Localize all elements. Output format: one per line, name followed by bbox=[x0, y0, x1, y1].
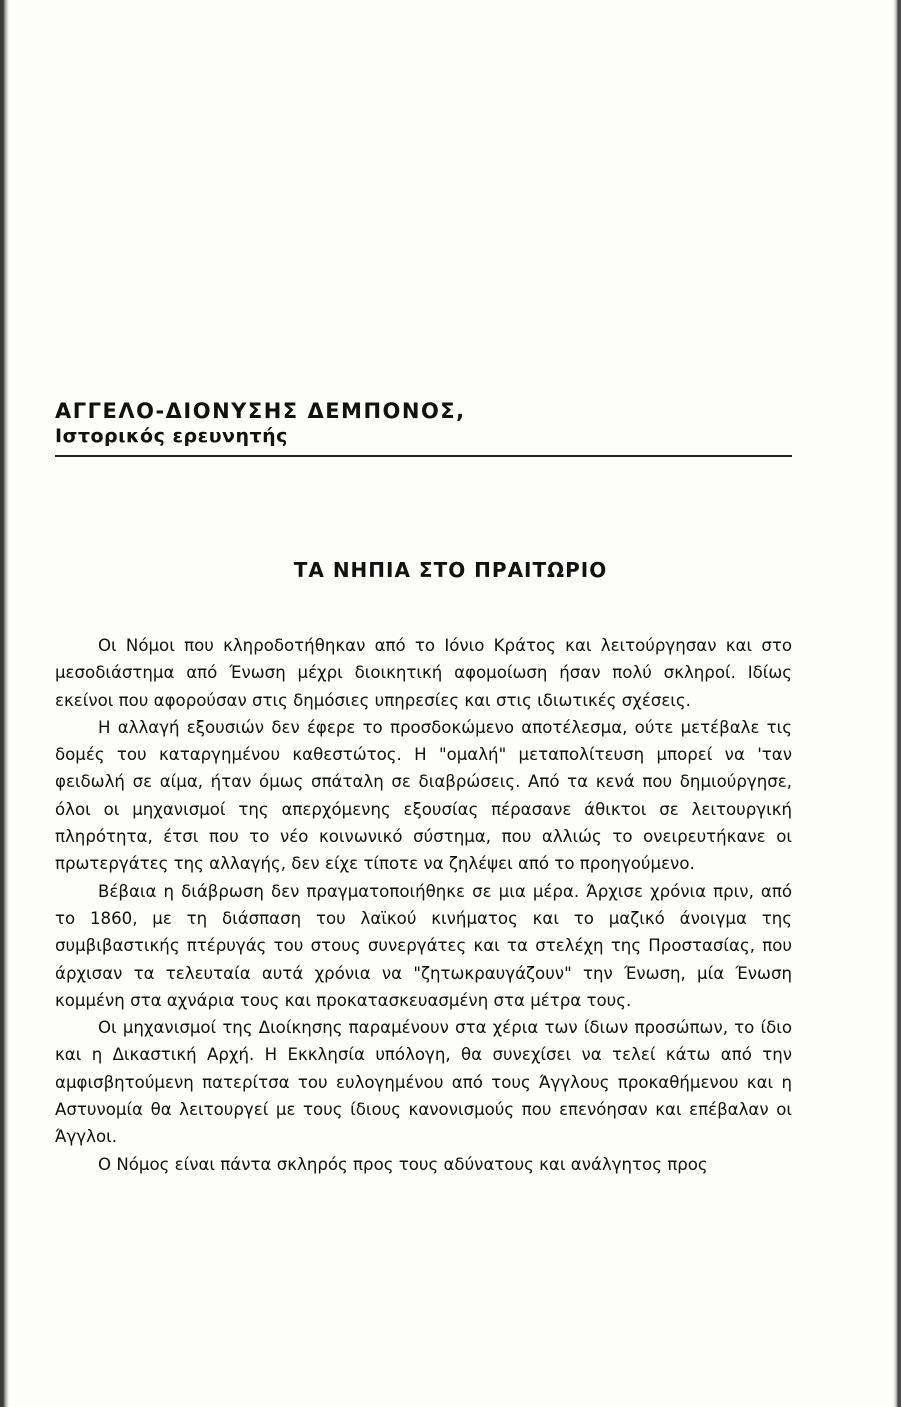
author-block bbox=[55, 398, 795, 448]
author-role: Ιστορικός ερευνητής bbox=[55, 425, 288, 447]
header-divider bbox=[55, 455, 792, 457]
article-title: ΤΑ ΝΗΠΙΑ ΣΤΟ ΠΡΑΙΤΩΡΙΟ bbox=[293, 558, 608, 582]
paragraph: Οι Νόμοι που κληροδοτήθηκαν από το Ιόνιο Κράτος και λειτούργησαν και στο μεσοδιάστημα από Ένωση μέχρι διοικητική αφομοίωση ήσαν πολύ σκληροί. Ιδίως εκείνοι που αφορούσαν στις δημόσιες υπηρεσίες και στις ιδιωτικές σχέσεις. bbox=[55, 636, 792, 710]
scan-edge-right bbox=[893, 0, 901, 1407]
paragraph: Η αλλαγή εξουσιών δεν έφερε το προσδοκώμενο αποτέλεσμα, ούτε μετέβαλε τις δομές του καταργημένου καθεστώτος. Η "ομαλή" μεταπολίτευση μπορεί να 'ταν φειδωλή σε αίμα, ήταν όμως σπάταλη σε διαβρώσεις. Από τα κενά που δημιούργησε, όλοι οι μηχανισμοί της απερχόμενης εξουσίας πέρασανε άθικτοι σε λειτουργική πληρότητα, έτσι που το νέο κοινωνικό σύστημα, που αλλιώς το ονειρευτήκανε οι πρωτεργάτες της αλλαγής, δεν είχε τίποτε να ζηλέψει από το προηγούμενο. bbox=[55, 717, 792, 874]
paragraph: Ο Νόμος είναι πάντα σκληρός προς τους αδύνατους και ανάλγητος προς bbox=[98, 1154, 708, 1174]
author-name: ΑΓΓΕΛΟ-ΔΙΟΝΥΣΗΣ ΔΕΜΠΟΝΟΣ, bbox=[55, 399, 466, 423]
article-body bbox=[55, 632, 792, 1178]
paragraph: Οι μηχανισμοί της Διοίκησης παραμένουν στα χέρια των ίδιων προσώπων, το ίδιο και η Δικαστική Αρχή. Η Εκκλησία υπόλογη, θα συνεχίσει να τελεί κάτω από την αμφισβητούμενη πατερίτσα του ευλογημένου από τους Άγγλους προκαθήμενου και η Αστυνομία θα λειτουργεί με τους ίδιους κανονισμούς που επενόησαν και επέβαλαν οι Άγγλοι. bbox=[55, 1018, 792, 1147]
paragraph: Βέβαια η διάβρωση δεν πραγματοποιήθηκε σε μια μέρα. Άρχισε χρόνια πριν, από το 1860, με τη διάσπαση του λαϊκού κινήματος και το μαζικό άνοιγμα της συμβιβαστικής πτέρυγάς του στους συνεργάτες και τα στελέχη της Προστασίας, που άρχισαν τα τελευταία αυτά χρόνια να "ζητωκραυγάζουν" την Ένωση, μία Ένωση κομμένη στα αχνάρια τους και προκατασκευασμένη στα μέτρα τους. bbox=[55, 881, 792, 1010]
scan-edge-left bbox=[0, 0, 9, 1407]
